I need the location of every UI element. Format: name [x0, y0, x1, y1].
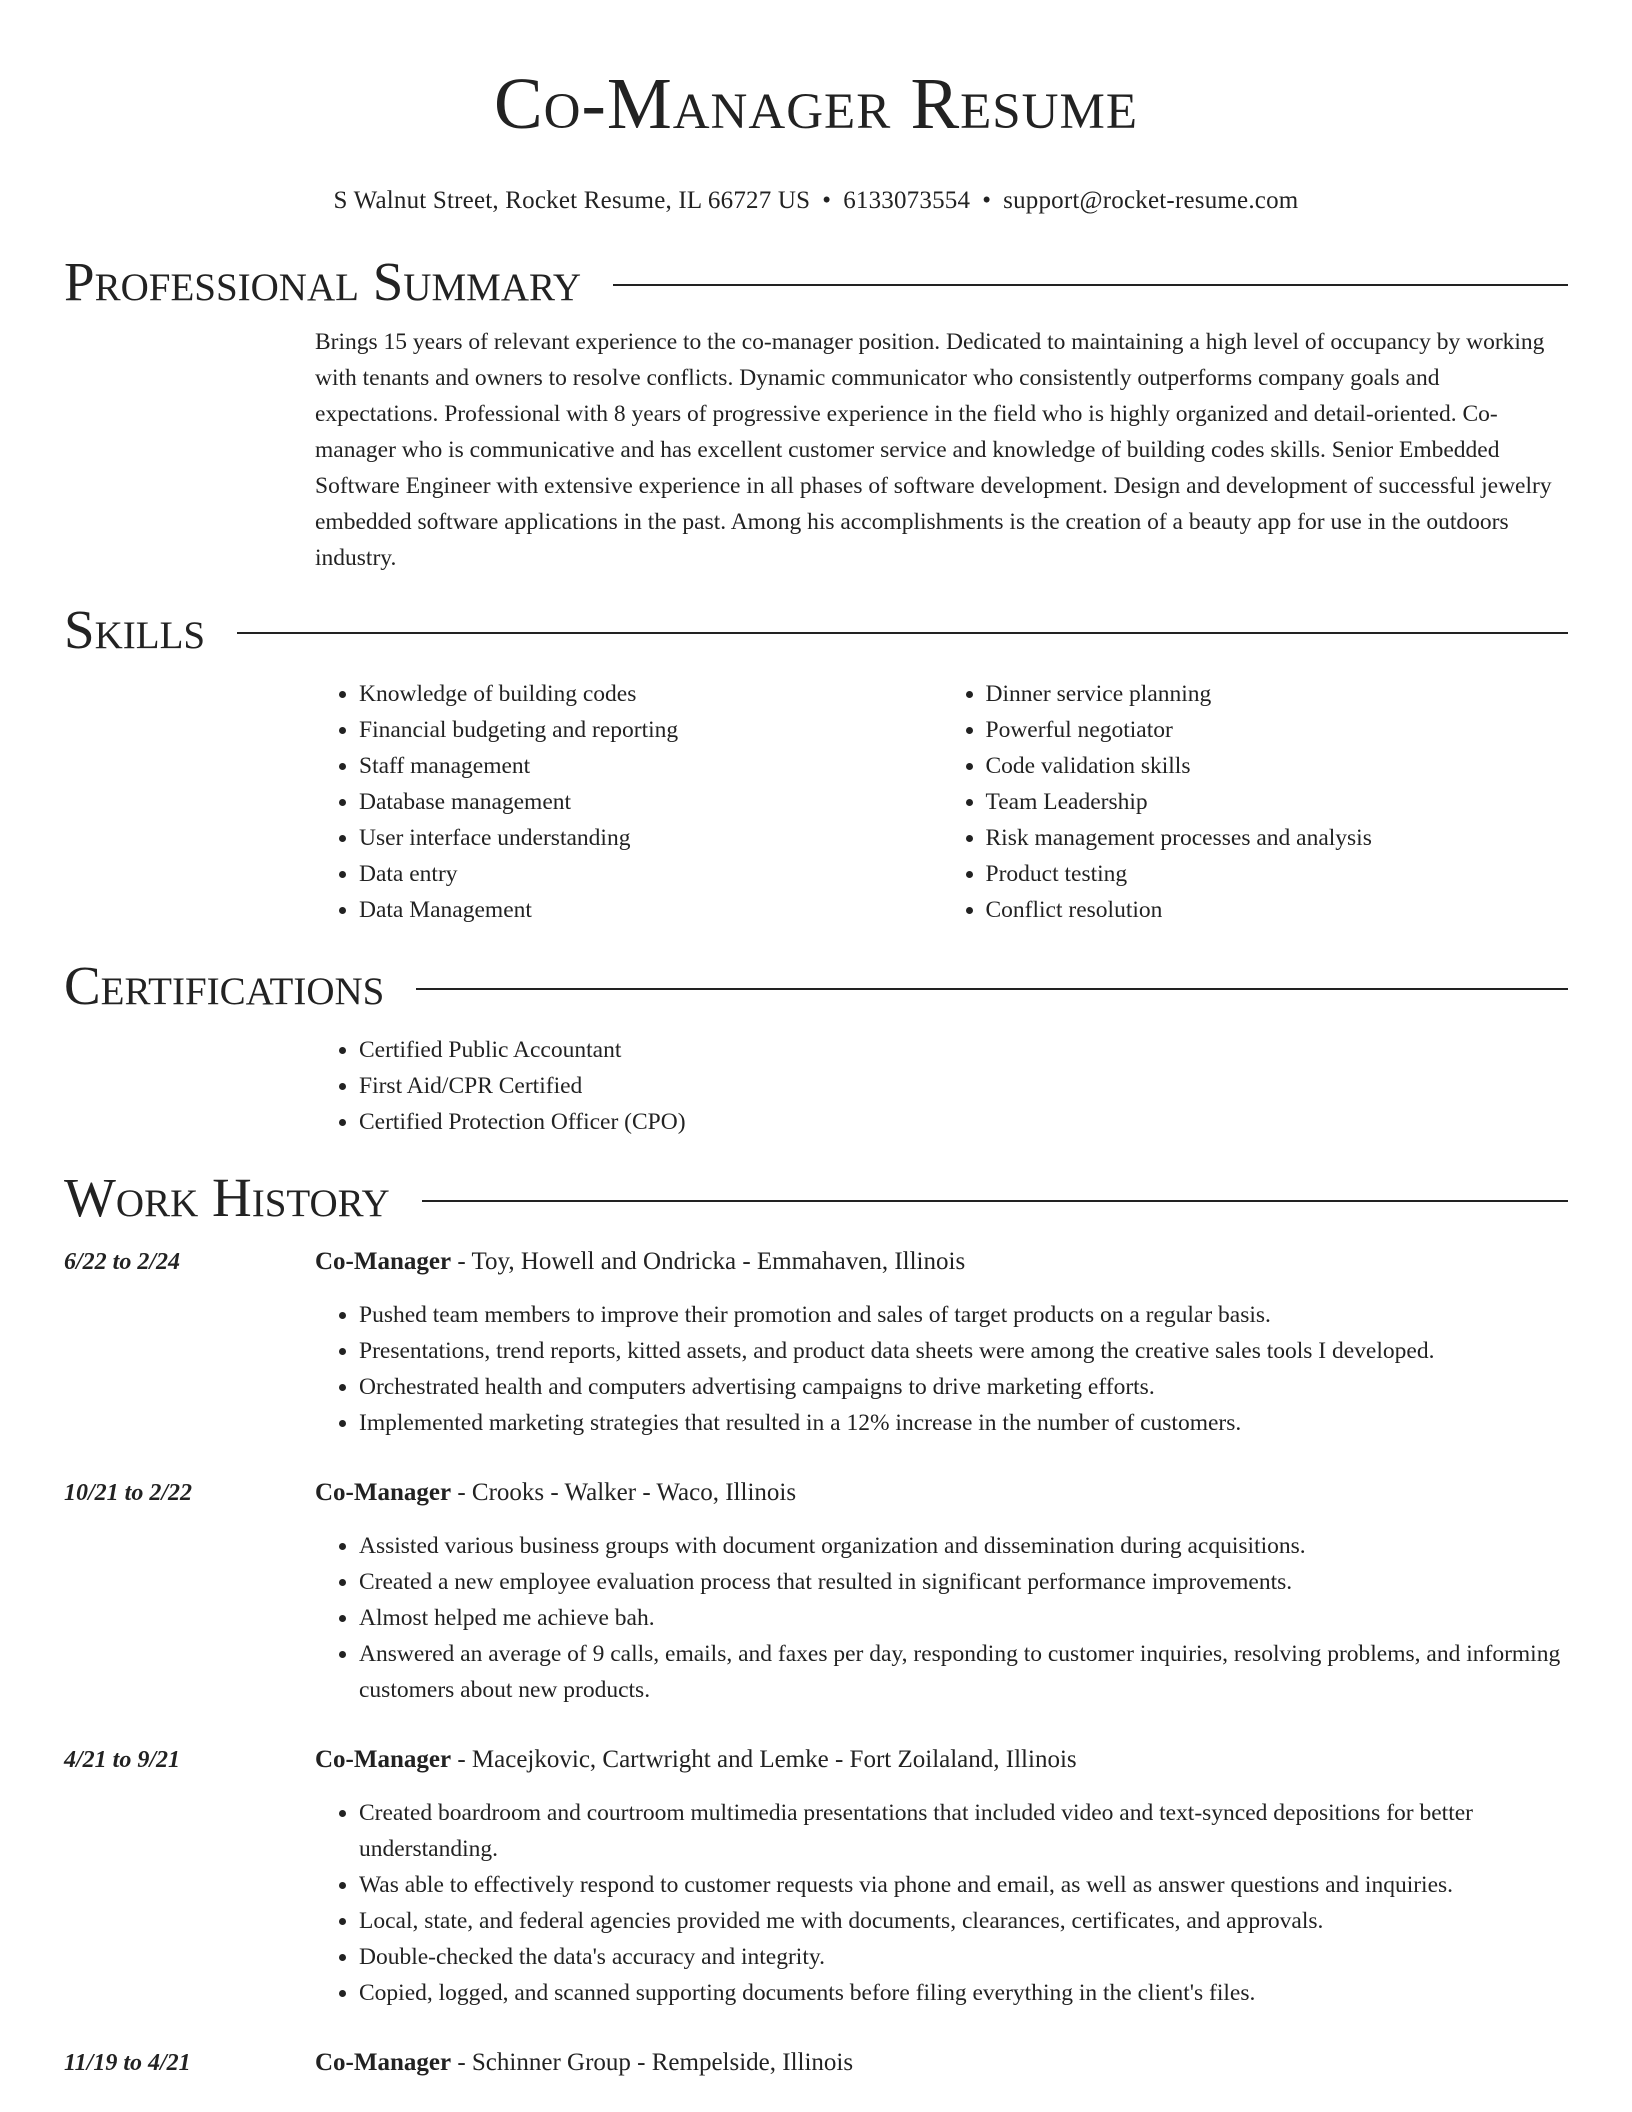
skill-item: • Powerful negotiator [986, 712, 1569, 748]
skills-column-left [315, 676, 942, 928]
job-body [315, 1244, 1568, 1441]
skill-item: • Data entry [359, 856, 942, 892]
job-bullet: • Presentations, trend reports, kitted assets, and product data sheets were among the creative sales tools I developed. [359, 1333, 1568, 1369]
summary-heading [64, 250, 1568, 314]
job-title-line [315, 1244, 1568, 1280]
contact-email: support@rocket-resume.com [1003, 187, 1299, 214]
job-employer: - Toy, Howell and Ondricka - Emmahaven, Illinois [451, 1248, 966, 1275]
skill-item: • Risk management processes and analysis [986, 820, 1569, 856]
section-divider [613, 284, 1568, 286]
job-role: Co-Manager [315, 1479, 452, 1506]
job-bullet: • Copied, logged, and scanned supporting documents before filing everything in the client's files. [359, 1975, 1568, 2011]
job-dates: 4/21 to 9/21 [64, 1747, 181, 1773]
job-body [315, 1742, 1568, 2011]
contact-separator: • [982, 187, 992, 214]
job-entry [64, 2045, 1568, 2081]
skill-item: • Financial budgeting and reporting [359, 712, 942, 748]
job-entry [64, 1742, 1568, 2011]
skills-title: Skills [64, 599, 206, 660]
section-divider [416, 988, 1568, 990]
certification-item: • First Aid/CPR Certified [359, 1068, 1568, 1104]
skill-item: • Database management [359, 784, 942, 820]
skill-item: • Conflict resolution [986, 892, 1569, 928]
job-bullets [315, 1528, 1568, 1708]
skill-item: • Code validation skills [986, 748, 1569, 784]
contact-separator: • [822, 187, 832, 214]
summary-section [64, 250, 1568, 576]
certification-item: • Certified Protection Officer (CPO) [359, 1104, 1568, 1140]
job-bullet: • Almost helped me achieve bah. [359, 1600, 1568, 1636]
resume-title: Co-Manager Resume [493, 63, 1139, 144]
skills-section [64, 598, 1568, 928]
summary-content [315, 324, 1568, 576]
job-bullet: • Orchestrated health and computers advertising campaigns to drive marketing efforts. [359, 1369, 1568, 1405]
section-divider [422, 1200, 1568, 1202]
job-bullet: • Created boardroom and courtroom multimedia presentations that included video and text-synced depositions for better understanding. [359, 1795, 1568, 1867]
job-dates: 11/19 to 4/21 [64, 2050, 191, 2076]
job-bullet: • Was able to effectively respond to customer requests via phone and email, as well as answer questions and inquiries. [359, 1867, 1568, 1903]
job-bullet: • Double-checked the data's accuracy and integrity. [359, 1939, 1568, 1975]
job-dates: 6/22 to 2/24 [64, 1249, 181, 1275]
job-bullet: • Implemented marketing strategies that resulted in a 12% increase in the number of customers. [359, 1405, 1568, 1441]
job-role: Co-Manager [315, 1248, 452, 1275]
job-role: Co-Manager [315, 2049, 452, 2076]
job-employer: - Schinner Group - Rempelside, Illinois [451, 2049, 854, 2076]
contact-phone: 6133073554 [843, 187, 971, 214]
summary-text: Brings 15 years of relevant experience to the co-manager position. Dedicated to maintaining a high level of occupancy by working with tenants and owners to resolve conflicts. Dynamic communicator who consistently outperforms company goals and expectations. Professional with 8 years of progressive experience in the field who is highly organized and detail-oriented. Co-manager who is communicative and has excellent customer service and knowledge of building codes skills. Senior Embedded Software Engineer with extensive experience in all phases of software development. Design and development of successful jewelry embedded software applications in the past. Among his accomplishments is the creation of a beauty app for use in the outdoors industry. [315, 329, 1552, 571]
skill-item: • Staff management [359, 748, 942, 784]
job-dates: 10/21 to 2/22 [64, 1480, 193, 1506]
skill-item: • Product testing [986, 856, 1569, 892]
job-bullets [315, 1297, 1568, 1441]
work-history-heading [64, 1166, 1568, 1230]
certification-item: • Certified Public Accountant [359, 1032, 1568, 1068]
job-title-line [315, 2045, 1568, 2081]
section-divider [237, 632, 1568, 634]
job-bullet: • Created a new employee evaluation process that resulted in significant performance improvements. [359, 1564, 1568, 1600]
work-history-section [64, 1166, 1568, 2081]
job-employer: - Macejkovic, Cartwright and Lemke - Fort Zoilaland, Illinois [451, 1746, 1077, 1773]
skill-item: • User interface understanding [359, 820, 942, 856]
skill-item: • Team Leadership [986, 784, 1569, 820]
skills-heading [64, 598, 1568, 662]
contact-address: S Walnut Street, Rocket Resume, IL 66727 US [333, 187, 811, 214]
certifications-title: Certifications [64, 955, 385, 1016]
job-body [315, 1475, 1568, 1708]
job-bullet: • Assisted various business groups with document organization and dissemination during acquisitions. [359, 1528, 1568, 1564]
contact-line [64, 186, 1568, 216]
skills-list [315, 676, 1568, 928]
skill-item: • Dinner service planning [986, 676, 1569, 712]
job-entry [64, 1475, 1568, 1708]
job-title-line [315, 1475, 1568, 1511]
job-bullet: • Pushed team members to improve their promotion and sales of target products on a regular basis. [359, 1297, 1568, 1333]
certifications-section [64, 954, 1568, 1140]
job-body [315, 2045, 1568, 2081]
job-bullet: • Local, state, and federal agencies provided me with documents, clearances, certificates, and approvals. [359, 1903, 1568, 1939]
certifications-list [315, 1032, 1568, 1140]
job-employer: - Crooks - Walker - Waco, Illinois [451, 1479, 797, 1506]
job-title-line [315, 1742, 1568, 1778]
job-bullet: • Answered an average of 9 calls, emails, and faxes per day, responding to customer inquiries, resolving problems, and informing customers about new products. [359, 1636, 1568, 1708]
skill-item: • Data Management [359, 892, 942, 928]
job-entry [64, 1244, 1568, 1441]
skills-column-right [942, 676, 1569, 928]
certifications-heading [64, 954, 1568, 1018]
job-role: Co-Manager [315, 1746, 452, 1773]
work-history-title: Work History [64, 1167, 390, 1228]
skill-item: • Knowledge of building codes [359, 676, 942, 712]
certifications-content [315, 1032, 1568, 1140]
summary-title: Professional Summary [64, 251, 582, 312]
job-bullets [315, 1795, 1568, 2011]
